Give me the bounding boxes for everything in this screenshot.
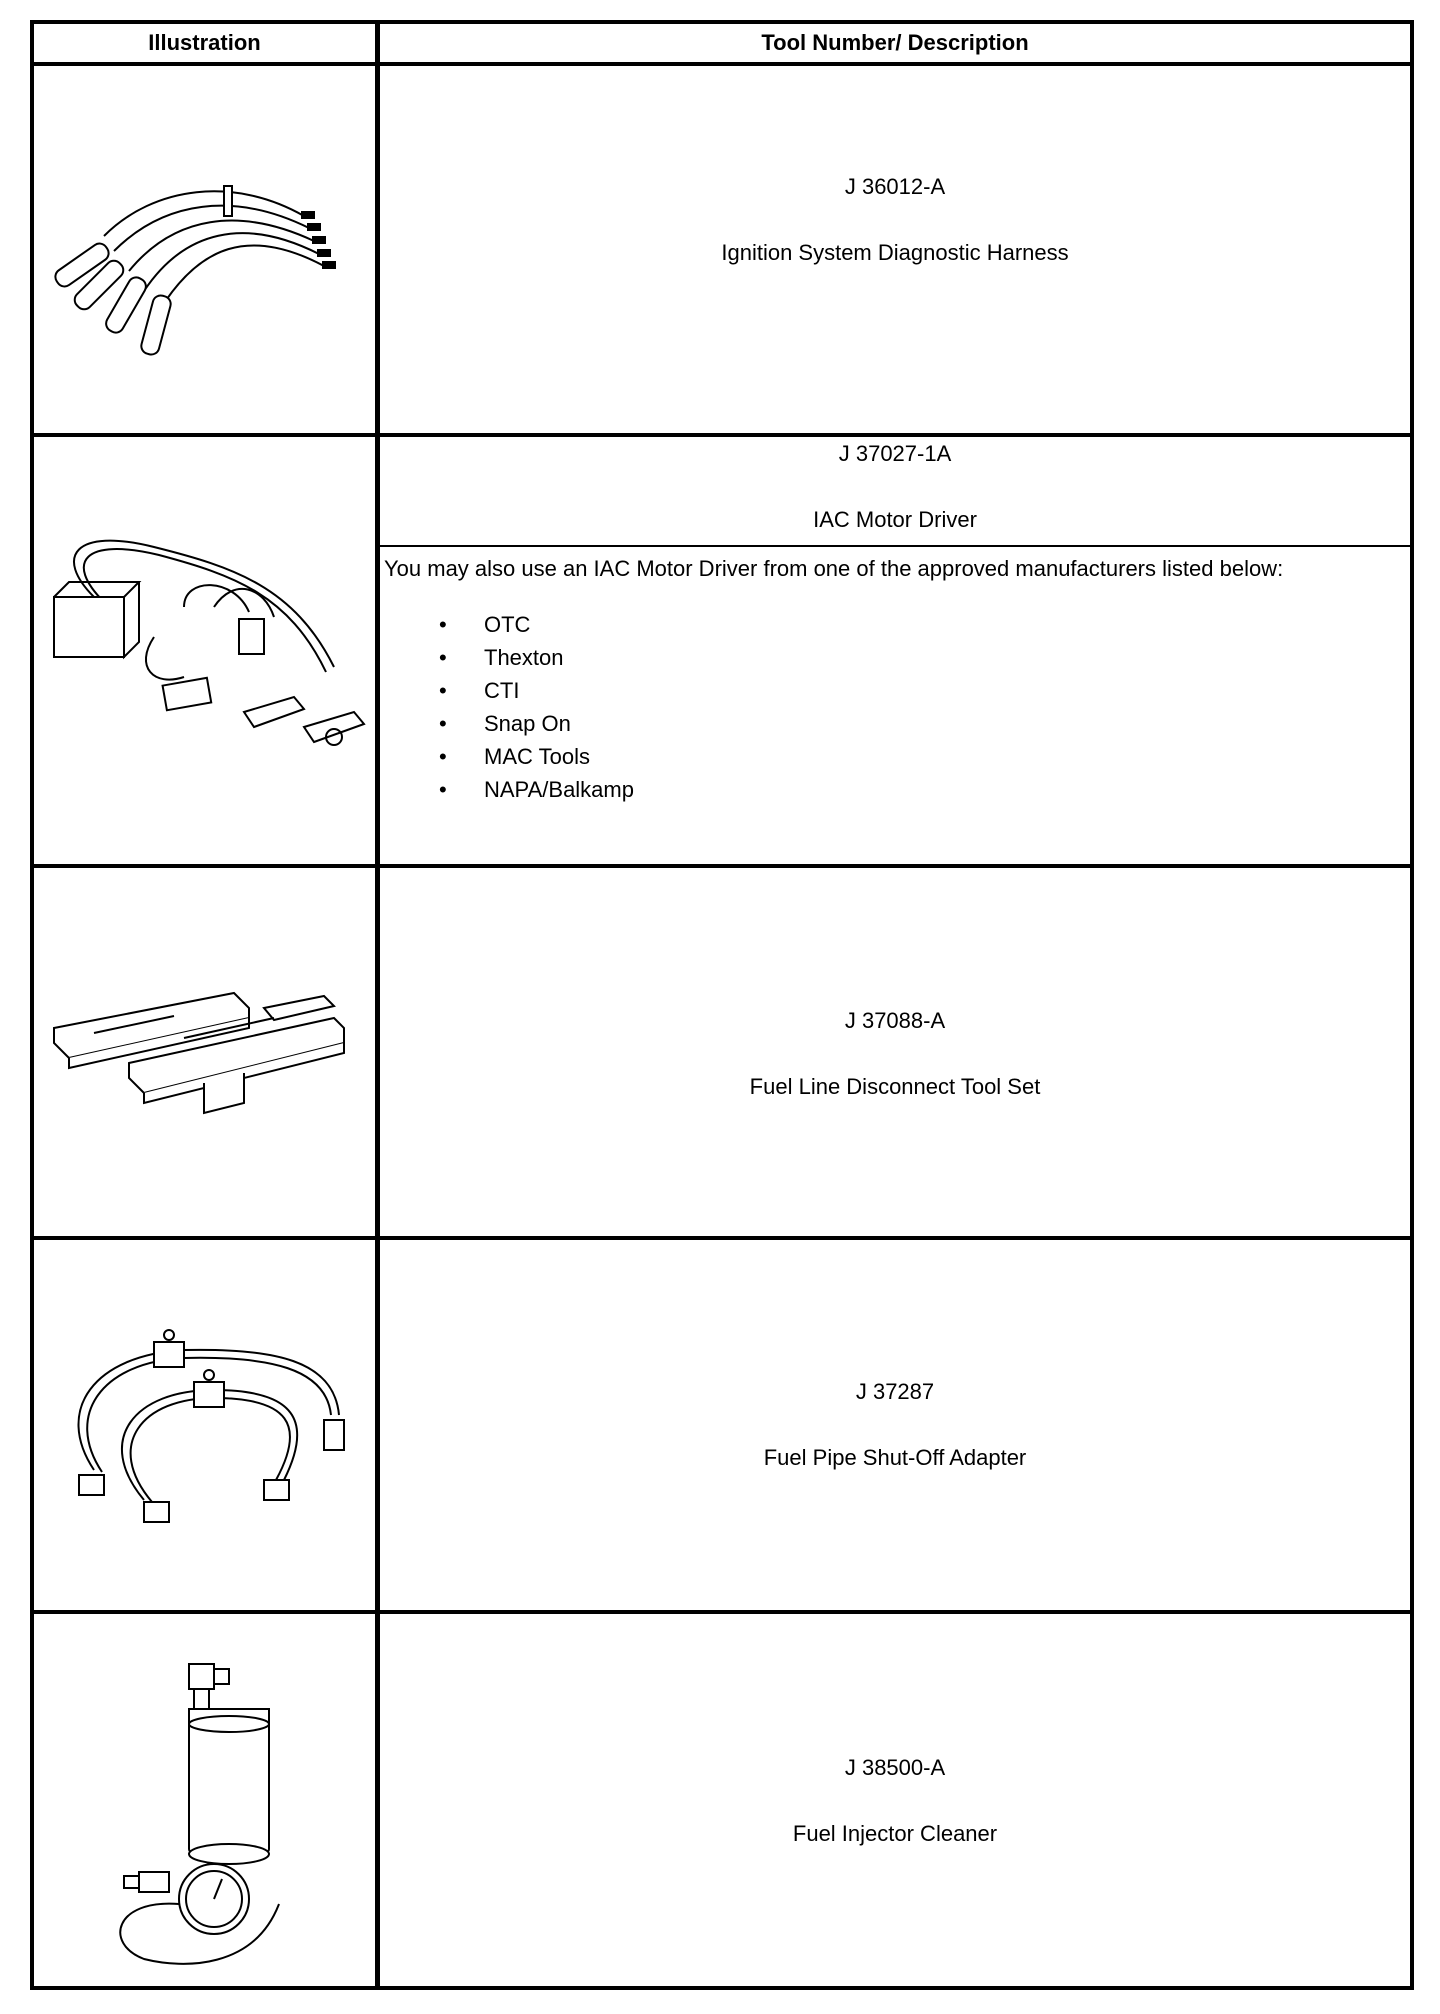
tool-number: J 37027-1A — [838, 441, 952, 466]
tool-name: Fuel Injector Cleaner — [792, 1821, 998, 1846]
list-item: • Snap On — [384, 707, 1410, 740]
ignition-harness-icon — [34, 66, 375, 433]
tool-row-3 — [380, 1008, 1410, 1100]
tool-row-2 — [380, 441, 1410, 533]
iac-motor-driver-icon — [34, 437, 375, 864]
manufacturer-list — [384, 608, 1410, 806]
list-item: • OTC — [384, 608, 1410, 641]
header-illustration: Illustration — [148, 30, 261, 55]
tool-number: J 37088-A — [844, 1008, 946, 1033]
header-description: Tool Number/ Description — [761, 30, 1029, 55]
list-item: • Thexton — [384, 641, 1410, 674]
tool-row-1 — [380, 174, 1410, 266]
manufacturer-note — [384, 556, 1410, 806]
list-item: • NAPA/Balkamp — [384, 773, 1410, 806]
note-text: You may also use an IAC Motor Driver from one of the approved manufacturers listed below: — [384, 556, 1284, 581]
disconnect-tool-icon — [34, 868, 375, 1236]
tool-number: J 38500-A — [844, 1755, 946, 1780]
tool-name: Fuel Line Disconnect Tool Set — [749, 1074, 1041, 1099]
list-item: • CTI — [384, 674, 1410, 707]
injector-cleaner-icon — [34, 1614, 375, 1986]
column-divider — [375, 24, 380, 1986]
shutoff-adapter-icon — [34, 1240, 375, 1610]
tool-name: IAC Motor Driver — [813, 507, 977, 532]
list-item: • MAC Tools — [384, 740, 1410, 773]
tool-name: Fuel Pipe Shut-Off Adapter — [763, 1445, 1027, 1470]
tool-row-4 — [380, 1379, 1410, 1471]
tool-number: J 36012-A — [844, 174, 946, 199]
tools-table — [30, 20, 1414, 1990]
tool-name: Ignition System Diagnostic Harness — [721, 240, 1069, 265]
cell-divider — [380, 545, 1410, 547]
tool-row-5 — [380, 1755, 1410, 1847]
tool-number: J 37287 — [855, 1379, 935, 1404]
